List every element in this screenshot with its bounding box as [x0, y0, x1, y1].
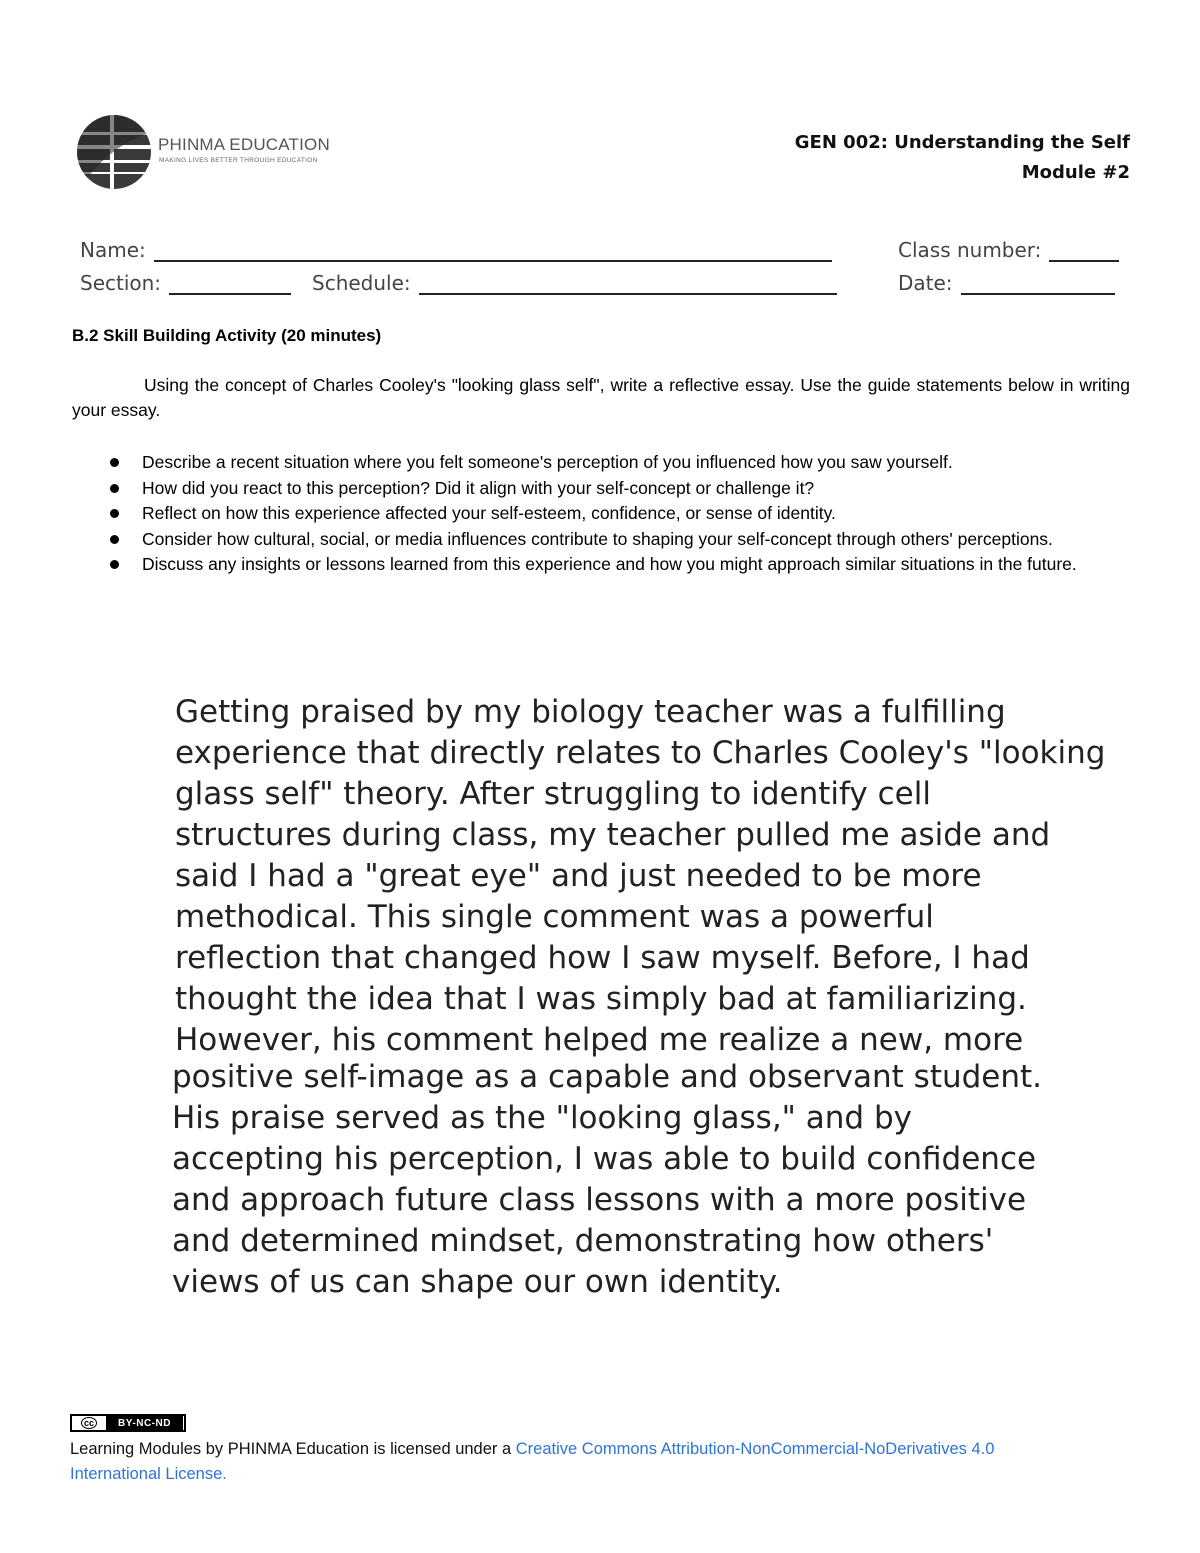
schedule-label: Schedule: — [312, 271, 411, 295]
phinma-logo — [74, 112, 334, 192]
bullet-icon — [110, 535, 119, 544]
essay-answer-part-1 — [175, 692, 1105, 1061]
list-item: Consider how cultural, social, or media influences contribute to shaping your self-concept through others' perceptions. — [72, 527, 1130, 552]
cc-license-type: BY-NC-ND — [106, 1416, 183, 1430]
name-blank-line[interactable] — [154, 240, 832, 262]
essay-line: reflection that changed how I saw myself. Before, I had — [175, 940, 1030, 976]
list-item: Describe a recent situation where you felt someone's perception of you influenced how you saw yourself. — [72, 450, 1130, 475]
essay-line: views of us can shape our own identity. — [172, 1264, 783, 1300]
course-header — [795, 128, 1130, 188]
essay-line: structures during class, my teacher pulled me aside and — [175, 817, 1051, 853]
essay-line: thought the idea that I was simply bad at familiarizing. — [175, 981, 1027, 1017]
essay-line: and determined mindset, demonstrating how others' — [172, 1223, 994, 1259]
activity-title: B.2 Skill Building Activity (20 minutes) — [72, 326, 382, 345]
activity-intro: Using the concept of Charles Cooley's "looking glass self", write a reflective essay. Use the guide statements below in writing your essay. — [72, 375, 1130, 420]
bullet-icon — [110, 560, 119, 569]
list-item: Discuss any insights or lessons learned from this experience and how you might approach similar situations in the future. — [72, 552, 1130, 577]
essay-line: methodical. This single comment was a powerful — [175, 899, 934, 935]
essay-line: accepting his perception, I was able to build confidence — [172, 1141, 1037, 1177]
date-blank-line[interactable] — [961, 273, 1115, 295]
essay-line: Getting praised by my biology teacher was a fulfilling — [175, 694, 1006, 730]
logo-tagline: MAKING LIVES BETTER THROUGH EDUCATION — [159, 157, 318, 164]
name-field[interactable] — [80, 238, 832, 262]
essay-line: experience that directly relates to Charles Cooley's "looking — [175, 735, 1106, 771]
license-text: Learning Modules by PHINMA Education is licensed under a — [70, 1440, 516, 1458]
license-link[interactable]: Creative Commons Attribution-NonCommercial-NoDerivatives 4.0 International License. — [70, 1440, 995, 1483]
class-number-blank-line[interactable] — [1049, 240, 1119, 262]
bullet-icon — [110, 484, 119, 493]
section-blank-line[interactable] — [169, 273, 291, 295]
course-title: GEN 002: Understanding the Self — [794, 132, 1130, 153]
license-notice — [70, 1437, 1080, 1487]
logo-wordmark: PHINMA EDUCATION — [158, 135, 330, 154]
essay-line: glass self" theory. After struggling to identify cell — [175, 776, 931, 812]
bullet-icon — [110, 458, 119, 467]
essay-line: and approach future class lessons with a more positive — [172, 1182, 1027, 1218]
module-number: Module #2 — [1021, 162, 1130, 183]
creative-commons-badge[interactable] — [70, 1414, 186, 1432]
essay-line: However, his comment helped me realize a new, more — [175, 1022, 1024, 1058]
bullet-icon — [110, 509, 119, 518]
schedule-blank-line[interactable] — [419, 273, 837, 295]
guide-statements-list — [72, 450, 1130, 578]
list-item: Reflect on how this experience affected your self-esteem, confidence, or sense of identity. — [72, 501, 1130, 526]
cc-icon: cc — [72, 1416, 106, 1430]
date-field[interactable] — [898, 271, 1115, 295]
section-label: Section: — [80, 271, 162, 295]
schedule-field[interactable] — [312, 271, 837, 295]
section-field[interactable] — [80, 271, 291, 295]
globe-logo-icon — [74, 112, 154, 192]
class-number-label: Class number: — [898, 238, 1042, 262]
essay-line: positive self-image as a capable and observant student. — [172, 1059, 1043, 1095]
essay-line: His praise served as the "looking glass," and by — [172, 1100, 912, 1136]
name-label: Name: — [80, 238, 146, 262]
date-label: Date: — [898, 271, 953, 295]
list-item: How did you react to this perception? Did it align with your self-concept or challenge it? — [72, 476, 1130, 501]
class-number-field[interactable] — [898, 238, 1119, 262]
essay-line: said I had a "great eye" and just needed to be more — [175, 858, 982, 894]
essay-answer-part-2 — [172, 1057, 1042, 1303]
